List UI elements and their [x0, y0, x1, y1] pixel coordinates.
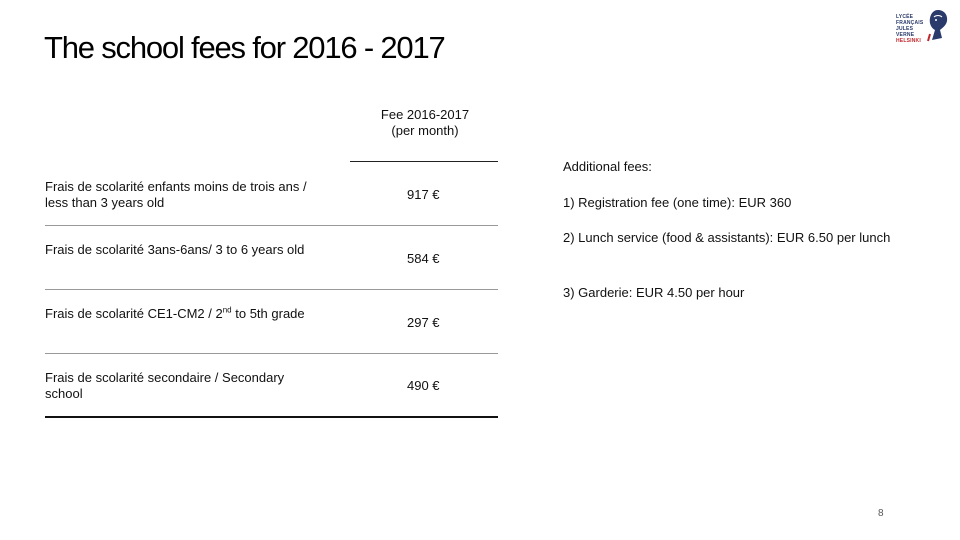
row-label: Frais de scolarité secondaire / Secondary school [45, 370, 285, 401]
row-value: 917 € [407, 187, 440, 202]
row-label-text: to 5th grade [231, 306, 305, 321]
logo-line: FRANÇAIS [896, 20, 924, 26]
table-bottom-rule [45, 416, 498, 418]
row-label-superscript: nd [222, 305, 232, 315]
fee-header-line: (per month) [391, 123, 459, 138]
row-label: Frais de scolarité 3ans-6ans/ 3 to 6 years old [45, 242, 305, 257]
slide-title: The school fees for 2016 - 2017 [44, 30, 445, 65]
row-label [45, 306, 315, 322]
row-value: 490 € [407, 378, 440, 393]
page-number: 8 [878, 508, 884, 519]
row-divider [45, 289, 498, 290]
additional-fee-item: 3) Garderie: EUR 4.50 per hour [563, 285, 745, 300]
logo-portrait-icon [926, 8, 950, 42]
logo-line: LYCÉE [896, 14, 914, 20]
row-label: Frais de scolarité enfants moins de trois ans / less than 3 years old [45, 179, 307, 210]
logo-wordmark [896, 14, 930, 44]
row-value: 584 € [407, 251, 440, 266]
additional-fees-heading: Additional fees: [563, 159, 652, 174]
row-divider [45, 225, 498, 226]
additional-fee-item: 2) Lunch service (food & assistants): EUR 6.50 per lunch [563, 230, 891, 245]
logo-line: JULES VERNE [896, 26, 915, 38]
row-value: 297 € [407, 315, 440, 330]
row-label-text: Frais de scolarité CE1-CM2 / 2 [45, 306, 223, 321]
additional-fee-item: 1) Registration fee (one time): EUR 360 [563, 195, 792, 210]
fee-column-header [370, 107, 480, 139]
logo-line: HELSINKI [896, 38, 921, 44]
header-rule [350, 161, 498, 162]
fee-header-line: Fee 2016-2017 [380, 107, 470, 122]
row-divider [45, 353, 498, 354]
school-logo [896, 8, 952, 48]
